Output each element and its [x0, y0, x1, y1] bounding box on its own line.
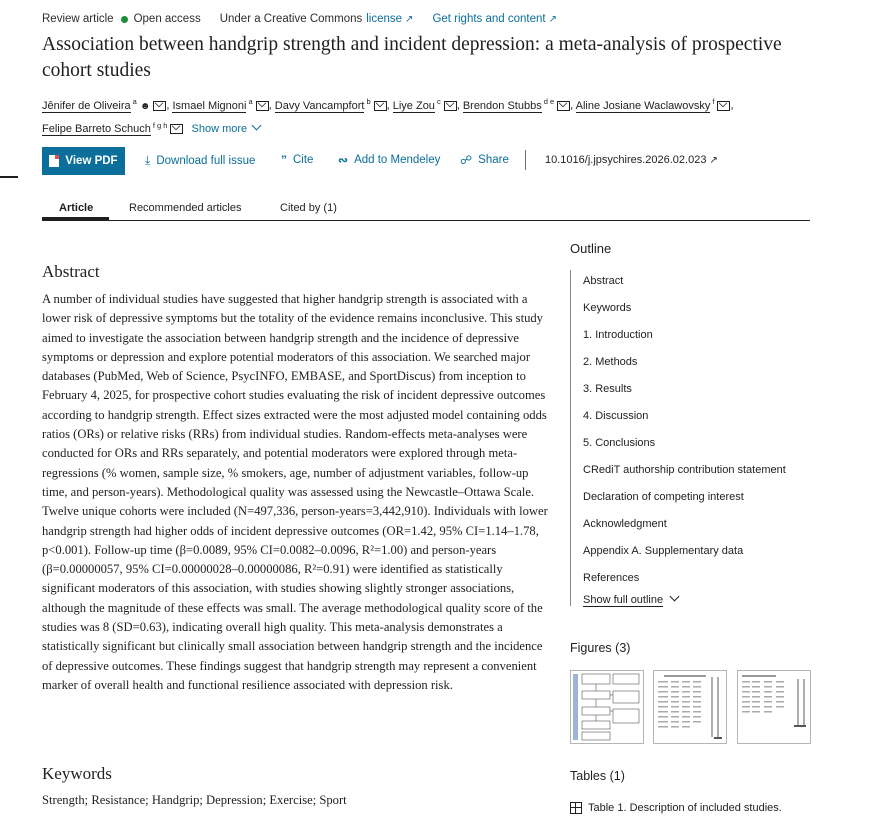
article-title: Association between handgrip strength and incident depression: a meta-analysis of prospective cohort studies — [42, 34, 782, 81]
email-icon — [374, 101, 387, 111]
article-type: Review article — [42, 13, 114, 25]
mendeley-icon: ∾ — [338, 153, 349, 167]
chevron-down-icon — [670, 592, 680, 602]
outline-item[interactable]: 3. Results — [583, 383, 632, 395]
rights-link[interactable]: Get rights and content ↗ — [432, 13, 557, 25]
quote-icon: ” — [281, 153, 287, 167]
email-icon — [170, 124, 183, 134]
left-edge-marker — [0, 176, 18, 178]
share-button[interactable]: ☍ Share — [460, 153, 509, 167]
toolbar-divider — [525, 150, 526, 170]
figure-thumbnail[interactable] — [737, 670, 811, 744]
doi-link[interactable]: 10.1016/j.jpsychires.2026.02.023 ↗ — [545, 154, 718, 166]
outline-item[interactable]: 4. Discussion — [583, 410, 649, 422]
outline-item[interactable]: 1. Introduction — [583, 329, 653, 341]
cite-button[interactable]: ” Cite — [281, 153, 314, 167]
tab-recommended-articles[interactable]: Recommended articles — [129, 202, 242, 214]
outline-list — [570, 270, 831, 606]
external-link-icon: ↗ — [405, 14, 414, 25]
abstract-text: A number of individual studies have suggested that higher handgrip strength is associated with a lower risk of depressive symptoms but the totality of the evidence remains inconclusive. This study aimed to investigate the association between handgrip strength and the incidence of depressive symptoms or depression and explore potential moderators of this association. We searched major databases (PubMed, Web of Science, PsycINFO, EMBASE, and SportDiscus) from inception to February 4, 2025, for prospective cohort studies evaluating the risk of incident depressive outcomes according to handgrip strength. Effect sizes extracted were the most adjusted model containing odds ratios (ORs) or relative risks (RRs) from individual studies. Random-effects meta-analyses were conducted for ORs and RRs separately, and potential moderators were explored through meta-regressions (% women, sample size, % smokers, age, number of adjustment variables, follow-up time, and person-years). Methodological quality was assessed using the Newcastle–Ottawa Scale. Twelve unique cohorts were included (N=497,336, person-years=3,442,910). Individuals with lower handgrip strength had higher odds of incident depressive outcomes (OR=1.42, 95% CI=1.14–1.78, p<0.001). Follow-up time (β=0.0089, 95% CI=0.0082–0.0096, R²=1.00) and person-years (β=0.00000057, 95% CI=0.00000028–0.00000086, R²=0.91) were identified as statistically significant moderators of this association, with studies showing slightly stronger associations, although the magnitude of these effects was small. The average methodological quality score of the studies was 8 (SD=0.63), indicating overall high quality. This meta-analysis demonstrates a statistically significant but clinically small association between handgrip strength and the incidence of depressive outcomes. These findings suggest that handgrip strength may represent a convenient marker of overall health and functional resilience associated with depression risk. — [42, 292, 548, 692]
author-entry[interactable]: Liye Zou $^c$ — [393, 100, 457, 112]
outline-item[interactable]: Declaration of competing interest — [583, 491, 744, 503]
table-icon — [570, 802, 582, 814]
pdf-icon — [49, 155, 59, 167]
author-entry[interactable]: Jênifer de Oliveira $^a$ ☻ — [42, 100, 166, 112]
person-icon: ☻ — [139, 100, 151, 112]
author-entry[interactable]: Ismael Mignoni $^a$ — [172, 100, 268, 112]
table-link[interactable]: Table 1. Description of included studies. — [570, 802, 782, 814]
email-icon — [557, 101, 570, 111]
outline-item[interactable]: 2. Methods — [583, 356, 638, 368]
license-link[interactable]: license ↗ — [366, 13, 414, 25]
article-meta-row — [42, 13, 557, 25]
forest-plot-thumbnail-image — [654, 671, 726, 743]
email-icon — [153, 101, 166, 111]
keywords-text: Strength; Resistance; Handgrip; Depression; Exercise; Sport — [42, 793, 347, 807]
license-prefix: Under a Creative Commons — [219, 13, 363, 25]
tab-cited-by[interactable]: Cited by (1) — [280, 202, 337, 214]
show-more-authors-button[interactable]: Show more — [192, 123, 261, 135]
download-icon: ⤓ — [145, 153, 151, 167]
share-icon: ☍ — [460, 153, 473, 167]
view-pdf-button[interactable]: View PDF — [42, 147, 125, 175]
outline-item[interactable]: CRediT authorship contribution statement — [583, 464, 786, 476]
figure-thumbnail[interactable] — [653, 670, 727, 744]
external-link-icon: ↗ — [548, 14, 557, 25]
forest-plot-thumbnail-image — [738, 671, 810, 743]
author-entry[interactable]: Davy Vancampfort $^b$ — [275, 100, 387, 112]
author-entry[interactable]: Aline Josiane Waclawovsky $^f$ — [576, 100, 731, 112]
email-icon — [256, 101, 269, 111]
abstract-heading: Abstract — [42, 262, 100, 281]
outline-item[interactable]: References — [583, 572, 640, 584]
show-full-outline-button[interactable]: Show full outline — [571, 594, 831, 606]
figure-thumbnail[interactable] — [570, 670, 644, 744]
add-to-mendeley-button[interactable]: ∾ Add to Mendeley — [338, 153, 441, 167]
outline-item[interactable]: Keywords — [583, 302, 632, 314]
flowchart-thumbnail-image — [571, 671, 643, 743]
download-full-issue-button[interactable]: ⤓ Download full issue — [145, 153, 256, 167]
chevron-down-icon — [252, 121, 262, 131]
tables-heading: Tables (1) — [570, 769, 625, 783]
outline-item[interactable]: 5. Conclusions — [583, 437, 656, 449]
outline-heading: Outline — [570, 241, 612, 256]
tab-article[interactable]: Article — [59, 202, 94, 214]
open-access-label: Open access — [133, 13, 201, 25]
author-list: Jênifer de Oliveira $^a$ ☻ , Ismael Mignoni $^a$ , Davy Vancampfort $^b$ , Liye Zou $^c$ , Brendon Stubbs $^{d e}$ , Aline Josiane Waclawovsky $^f$ , Felipe Barreto Schuch $^{f g h}$ Show more — [42, 97, 734, 136]
figures-heading: Figures (3) — [570, 641, 631, 655]
open-access-dot-icon — [121, 16, 128, 23]
author-entry[interactable]: Brendon Stubbs $^{d e}$ — [463, 100, 570, 112]
active-tab-indicator — [42, 217, 109, 220]
external-link-icon: ↗ — [709, 155, 718, 166]
keywords-heading: Keywords — [42, 764, 112, 783]
outline-item[interactable]: Acknowledgment — [583, 518, 667, 530]
outline-item[interactable]: Appendix A. Supplementary data — [583, 545, 744, 557]
email-icon — [444, 101, 457, 111]
author-entry[interactable]: Felipe Barreto Schuch $^{f g h}$ — [42, 123, 183, 135]
email-icon — [717, 101, 730, 111]
article-tabs — [42, 200, 810, 221]
outline-item[interactable]: Abstract — [583, 275, 624, 287]
